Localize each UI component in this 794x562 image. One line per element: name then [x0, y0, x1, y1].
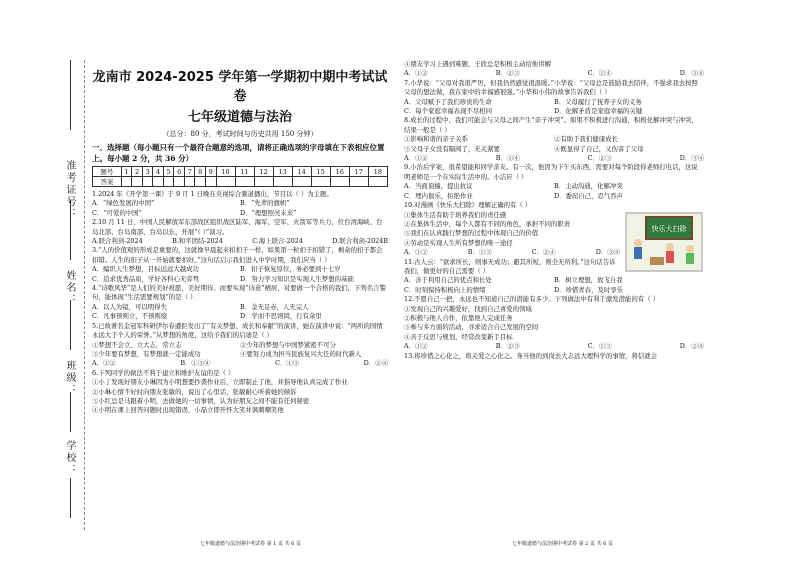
answer-option: ④要努力成为担当民族复兴大任的时代新人 [240, 349, 362, 358]
question-stem: 13.将珍惜之心化之，将关爱之心化之。身当他的到岗去大志远大理科学的事情，将信就会 [404, 351, 658, 360]
question-number-cell: 5 [163, 167, 174, 177]
option-group [404, 305, 704, 343]
answer-option: B．②③ [495, 342, 520, 351]
exam-subject: 七年级道德与法治 [187, 110, 292, 125]
answer-option: D．努力学习知识是实现人生梦想的基础 [240, 274, 354, 283]
answer-option: D．委屈自己，忍气吞声 [554, 191, 624, 200]
question-list [404, 60, 704, 361]
answer-option: ③参与多方面的活动，寻求适合自己发展的空间 [404, 323, 539, 332]
answer-option: C．①④ [587, 69, 612, 78]
option-group [92, 378, 388, 416]
question-number-cell: 11 [235, 167, 254, 177]
answer-cell[interactable] [330, 177, 349, 187]
answer-cell[interactable] [121, 177, 132, 187]
answer-cell[interactable] [132, 177, 143, 187]
binding-line [70, 392, 71, 432]
option-group [92, 359, 388, 368]
section-heading: 一、选择题（每小题只有一个最符合题意的选项，请将正确选项的字母填在下表相应位置上。每小题 2 分，共 36 分） [92, 143, 385, 163]
answer-option: ②有助于我们健康成长 [554, 135, 618, 144]
answer-option: B．①④ [495, 154, 520, 163]
question-stem: 5.已故著名金冠军科研伊尔春遭拒发出了“有关梦想、成长和奉献”的演讲，她在演讲中说：“两所的国情永远大于个人的荣誉。”从梦想的角度，这给予我们的启迪是（ ） [92, 321, 383, 340]
question-number-cell: 1 [121, 167, 132, 177]
option-group [92, 199, 388, 218]
answer-option: ②小琳心情不好时向朋友张敏的，说出了心里话，张敏耐心听着她的倾诉 [92, 387, 297, 396]
answer-option: C．①③ [275, 359, 300, 368]
answer-option: A．①② [404, 69, 428, 78]
question-stem: 3.“人的价值观的形成是重要的，这就像早晨起来扣扣子一样，如果第一粒扣子扣错了，剩余的扣子都会扣错。人生的扣子从一开始就要扣好。”这句话启示我们进入中学时期，我们应当（ ） [92, 246, 383, 264]
answer-option: A．①② [404, 342, 428, 351]
answer-option: B.和平团结-2024 [172, 237, 223, 246]
option-group [404, 182, 704, 201]
question-stem: 10.对漫画《快乐大扫除》理解正确的有（ ） [404, 201, 532, 210]
page-footer: 七年级道德与法治期中考试卷 第 1 页 共 6 页 [200, 541, 301, 547]
answer-cell[interactable] [235, 177, 254, 187]
answer-option: B．①③④ [180, 359, 211, 368]
answer-cell[interactable] [174, 177, 185, 187]
answer-option: A.联合利剑-2024 [92, 237, 143, 246]
answer-cell[interactable] [205, 177, 216, 187]
exam-note: （总分：80 分，考试时间与历史共用 150 分钟） [162, 130, 318, 138]
exam-title: 龙南市 2024-2025 学年第一学期初中期中考试试卷 [92, 70, 388, 104]
left-column [92, 60, 388, 416]
answer-option: ③父母子女没有隔阂了，无关紧要 [404, 144, 500, 153]
answer-cell[interactable] [254, 177, 273, 187]
binding-line [70, 200, 71, 260]
cut-line [84, 60, 85, 530]
answer-option: ③我们在认真践行梦想的过程中体现自己的价值 [404, 229, 539, 238]
answer-cell[interactable] [349, 177, 368, 187]
question-number-cell: 2 [132, 167, 143, 177]
answer-cell[interactable] [184, 177, 195, 187]
answer-option: ④善于反思与规划，经常改变新手目标 [404, 332, 513, 341]
question-number-cell: 17 [349, 167, 368, 177]
answer-cell[interactable] [216, 177, 235, 187]
svg-text:快乐大扫除: 快乐大扫除 [651, 224, 687, 233]
table-label: 题号 [93, 167, 122, 177]
answer-option: C．①③ [587, 342, 612, 351]
question-number-cell: 10 [216, 167, 235, 177]
class-label: 班级： [64, 360, 75, 396]
answer-option: ④劳动是实现人生所有梦想的唯一途径 [404, 238, 513, 247]
answer-option: ④既显得了自己，又伤害了父母 [554, 144, 644, 153]
answer-option: A．父母赋予了我们珍贵的生命 [404, 97, 492, 106]
question-number-cell: 13 [273, 167, 292, 177]
question-stem: ④朋友学习上遇到难题，王欣总是积极主动给他讲解 [404, 60, 551, 68]
answer-option: B．金无足赤，人无完人 [240, 302, 309, 311]
binding-margin [0, 0, 92, 562]
answer-cell[interactable] [195, 177, 206, 187]
answer-cell[interactable] [153, 177, 164, 187]
answer-option: B．树立理想，放飞自我 [554, 276, 623, 285]
answer-option: D．③④ [595, 248, 620, 257]
answer-option: A．①② [92, 359, 116, 368]
question-list [92, 190, 388, 416]
answer-option: A．①② [404, 248, 428, 257]
answer-option: ①集体生活有助于培养我们的责任感 [404, 210, 507, 219]
name-label: 姓名： [64, 270, 75, 306]
answer-option: C．每个家庭幸福表现不尽相同 [404, 107, 492, 116]
answer-option: ①发现自己的兴趣爱好，找到自己喜爱的领域 [404, 304, 532, 313]
answer-option: ③小红总是马跟着小明，去做她的一切事情，认为好朋友之间不能有任何秘密 [92, 396, 310, 405]
answer-option: ①小丁发现好朋友小琳因为小明想要抄袭作业后，立即制止了他，并指导他认真完成了作业 [92, 378, 348, 387]
answer-option: ①梦想不会立、立大志，常立志 [92, 340, 182, 349]
question-number-cell: 14 [292, 167, 311, 177]
question-stem: 11.古人云：“欲求所长，则事无成功；避其所短，则全无所利。”这句话告诉我们，做更好的自己需要（ ） [404, 257, 616, 275]
answer-option: C．埋内俱乐，拒绝作业 [404, 191, 473, 200]
question-number-cell: 18 [368, 167, 387, 177]
question-stem: 12.不愿自己一把，永远也不知道自己的潜能有多少。下列做法中有利于激发潜能的有（ ） [404, 295, 660, 304]
answer-option: D．学而不思则罔，行有余里 [240, 312, 322, 321]
answer-option: A．善于利用自己的优点和长处 [404, 276, 492, 285]
question-number-cell: 6 [174, 167, 185, 177]
option-group [92, 265, 388, 284]
question-number-cell: 4 [153, 167, 164, 177]
option-group [404, 342, 704, 351]
cartoon-illustration [624, 211, 704, 273]
answer-table [92, 166, 388, 187]
answer-option: A．当面顶撞，提出抗议 [404, 182, 473, 191]
option-group [92, 303, 388, 322]
option-group [404, 248, 620, 257]
option-group [404, 135, 704, 154]
answer-option: D．③④ [679, 69, 704, 78]
question-number-cell: 15 [311, 167, 330, 177]
answer-option: C．“可爱的中国” [92, 208, 142, 217]
question-stem: 9.小治后学案，很希望能和同学亲友。有一次，他因为下午买东西，需要对每个阶段你老师打电话，这说明老师是一个在实际生活中的。小洁应（ ） [404, 163, 698, 181]
answer-option: ①影响和谐的亲子关系 [404, 135, 468, 144]
answer-option: C．时刻保持积极向上的情绪 [404, 285, 486, 294]
answer-option: ③少年要有梦想，有梦想就一定能成功 [92, 349, 201, 358]
answer-option: ④小明在课上回答问题时出现错误，小磊立即开怀大笑并讽刺嘲笑他 [92, 406, 284, 415]
right-column [404, 60, 704, 361]
answer-option: ②在集体生活中，每个人都有不同的角色，承担不同的职责 [404, 219, 571, 228]
answer-option: B．①③ [467, 248, 492, 257]
exam-no-label: 准考证号： [64, 160, 75, 220]
answer-option: C．②④ [531, 248, 556, 257]
question-stem: 6.下列同学的做法不利于建立和维护友谊的是（ ） [92, 368, 235, 377]
answer-option: A．以人为镜，可以明得失 [92, 302, 167, 311]
answer-option: B．主动沟通，化解冲突 [554, 182, 623, 191]
answer-option: B．②③ [495, 69, 520, 78]
question-number-cell: 8 [195, 167, 206, 177]
answer-option: D．化解矛盾是家庭幸福的关键 [554, 107, 643, 116]
answer-cell[interactable] [142, 177, 153, 187]
answer-option: C．追求优秀品质，学好各科心无旁骛 [92, 274, 200, 283]
school-label: 学校： [64, 440, 75, 476]
option-group [92, 341, 388, 360]
binding-line [70, 478, 71, 518]
answer-cell[interactable] [163, 177, 174, 187]
question-number-cell: 12 [254, 167, 273, 177]
question-stem: 2.10 月 11 日，中国人民解放军东部战区组织战区陆军、海军、空军、火箭军等兵力，位台湾海峡、台岛北部、台岛南部、台岛以东，开展“（ ）”演习。 [92, 218, 383, 236]
question-number-cell: 16 [330, 167, 349, 177]
answer-option: A．①② [404, 154, 428, 163]
answer-option: ②少年的梦想与中国梦紧密不可分 [240, 340, 336, 349]
option-group [404, 98, 704, 117]
page-footer: 七年级道德与法治期中考试卷 第 2 页 共 6 页 [512, 541, 613, 547]
answer-option: D．珍惜青春，及时享乐 [554, 285, 624, 294]
answer-option: B．父母履行了抚养子女的义务 [554, 97, 642, 106]
binding-line [70, 300, 71, 350]
answer-option: D．②④ [363, 359, 388, 368]
answer-cell[interactable] [368, 177, 387, 187]
cleaning-cartoon [624, 211, 704, 273]
answer-option: D．③④ [679, 154, 704, 163]
answer-option: A．编织人生梦想，目标远远大越成功 [92, 265, 199, 274]
answer-option: D．②④ [679, 342, 704, 351]
answer-option: C．凡事预则立，不预则废 [92, 312, 168, 321]
question-number-cell: 9 [205, 167, 216, 177]
answer-option: A．“绿色发展的中国” [92, 199, 155, 208]
answer-cell[interactable] [273, 177, 292, 187]
table-label: 答案 [93, 177, 122, 187]
question-number-cell: 3 [142, 167, 153, 177]
option-group [404, 69, 704, 78]
answer-option: ②积极与他人合作，依靠他人完成任务 [404, 313, 513, 322]
question-stem: 7.小华说：“父母对我很严厉，但我仍然感觉很温暖。”小华说：“父母总是鼓励我去陪伴，不强求我去按照父母的想法做，我在家中的幸福感很强。”小华和小伟的故事告诉我们（ ） [404, 78, 698, 97]
question-stem: 8.成长的过程中，我们可能会与父母之间产生“亲子冲突”。如果不积极进行沟通，积极化解冲突与冲突，结果一般是（ ） [404, 116, 698, 134]
question-stem: 4.“诗歌风华”是人们的美好祝愿，美好期待。而要实现“诗意”栖居，对要做一个合格的我们，下列名言警句，能体现“生活需要规划”的是（ ） [92, 284, 386, 302]
answer-option: B．扣子恢复原位，务必要到十七岁 [240, 265, 341, 274]
answer-option: D．“理想照亮未来” [240, 208, 297, 217]
answer-cell[interactable] [311, 177, 330, 187]
binding-line [70, 60, 71, 130]
answer-option: C．②③ [587, 154, 612, 163]
answer-option: D.联合利剑-2024B [332, 237, 388, 246]
question-stem: 1.2024 年《开学第一课》于 9 月 1 日晚在央视综合频道播出，节目以（ ）为主题。 [92, 190, 333, 198]
answer-cell[interactable] [292, 177, 311, 187]
answer-option: C.海上联合-2024 [252, 237, 303, 246]
question-number-cell: 7 [184, 167, 195, 177]
answer-option: B．“先辈的旗帜” [240, 199, 290, 208]
option-group [404, 276, 704, 295]
